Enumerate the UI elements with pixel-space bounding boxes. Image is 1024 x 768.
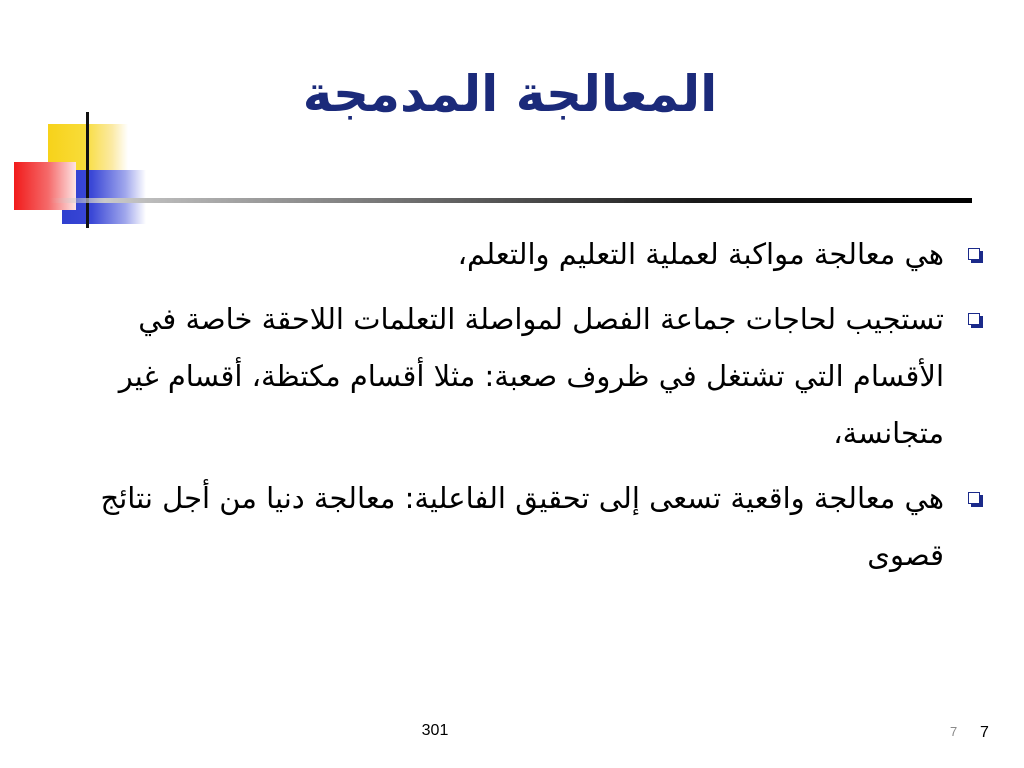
bullet-text: هي معالجة واقعية تسعى إلى تحقيق الفاعلية: معالجة دنيا من أجل نتائج قصوى: [100, 481, 944, 572]
bullet-square-icon: [968, 248, 980, 260]
slide-number: 7: [980, 724, 989, 741]
footer-text: 301: [421, 722, 449, 739]
vertical-divider-line: [86, 112, 89, 228]
bullet-text: تستجيب لحاجات جماعة الفصل لمواصلة التعلمات اللاحقة خاصة في الأقسام التي تشتغل في ظروف صعبة: مثلا أقسام مكتظة، أقسام غير متجانسة،: [118, 302, 944, 450]
list-item: [60, 470, 990, 584]
bullet-square-icon: [968, 313, 980, 325]
title-underline: [50, 198, 972, 203]
slide-title: المعالجة المدمجة: [302, 65, 718, 123]
bullet-list: [60, 226, 990, 592]
bullet-text: هي معالجة مواكبة لعملية التعليم والتعلم،: [457, 237, 944, 271]
list-item: [60, 291, 990, 462]
bullet-square-icon: [968, 492, 980, 504]
slide-number-placeholder: 7: [950, 724, 958, 739]
list-item: [60, 226, 990, 283]
